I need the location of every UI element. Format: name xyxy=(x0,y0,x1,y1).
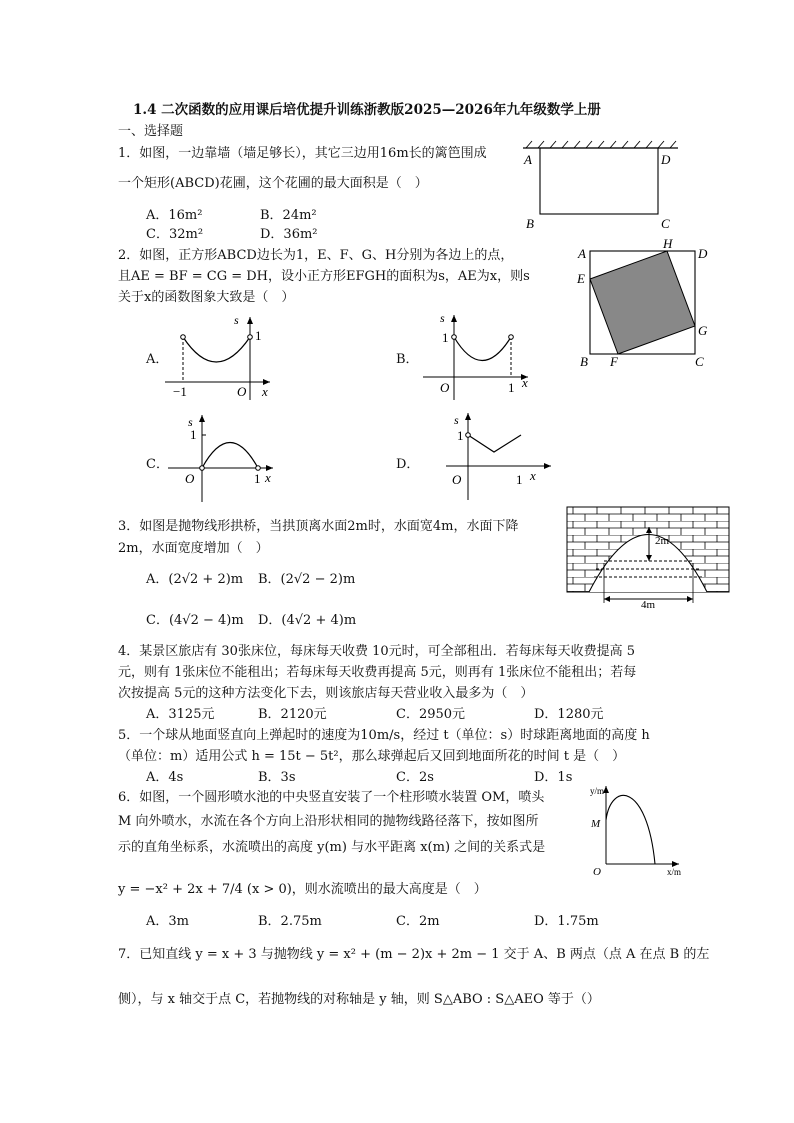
q2-graph-b xyxy=(418,312,533,402)
q3-option-d[interactable]: D．(4√2 + 4)m xyxy=(258,613,357,628)
svg-text:O: O xyxy=(452,472,462,487)
q2-option-d[interactable]: D． xyxy=(396,457,420,472)
svg-text:x: x xyxy=(262,384,268,399)
q5-option-c[interactable]: C．2s xyxy=(396,770,434,785)
q5-option-b[interactable]: B．3s xyxy=(258,770,296,785)
q2-stem-line3: 关于x的函数图象大致是（ ） xyxy=(118,290,295,305)
q3-fig-height-label: 2m xyxy=(655,535,670,547)
svg-text:s: s xyxy=(234,313,239,327)
q1-fig-label-d: D xyxy=(661,152,671,167)
q4-stem-line3: 次按提高 5元的这种方法变化下去，则该旅店每天营业收入最多为（ ） xyxy=(118,686,534,701)
q1-option-c[interactable]: C．32m² xyxy=(146,227,204,242)
svg-text:O: O xyxy=(185,471,195,486)
q6-fountain-figure xyxy=(587,782,692,878)
q6-stem-line4: y = −x² + 2x + 7/4 (x > 0)，则水流喷出的最大高度是（ ） xyxy=(118,882,487,897)
q3-fig-width-label: 4m xyxy=(641,599,656,611)
q6-option-c[interactable]: C．2m xyxy=(396,914,440,929)
q7-stem-line2: 侧），与 x 轴交于点 C，若抛物线的对称轴是 y 轴，则 S△ABO : S△AEO 等于（） xyxy=(118,992,600,1007)
svg-text:x: x xyxy=(522,375,528,390)
q4-option-b[interactable]: B．2120元 xyxy=(258,707,327,722)
q5-stem-line2: （单位：m）适用公式 h = 15t − 5t²，那么球弹起后又回到地面所花的时间 t 是（ ） xyxy=(118,749,626,764)
q2-option-a[interactable]: A． xyxy=(146,352,169,367)
q1-fig-label-a: A xyxy=(524,152,532,167)
q2-fig-label-d: D xyxy=(698,246,708,261)
q2-fig-label-g: G xyxy=(698,323,708,338)
q2-option-b[interactable]: B． xyxy=(396,352,419,367)
q6-stem-line1: 6．如图，一个圆形喷水池的中央竖直安装了一个柱形喷水装置 OM，喷头 xyxy=(118,790,545,805)
q7-stem-line1: 7．已知直线 y = x + 3 与抛物线 y = x² + (m − 2)x + 2m − 1 交于 A、B 两点（点 A 在点 B 的左 xyxy=(118,947,710,962)
q6-option-a[interactable]: A．3m xyxy=(146,914,189,929)
q6-option-b[interactable]: B．2.75m xyxy=(258,914,322,929)
q5-option-d[interactable]: D．1s xyxy=(534,770,573,785)
q4-option-c[interactable]: C．2950元 xyxy=(396,707,466,722)
svg-text:1: 1 xyxy=(254,471,261,486)
q2-fig-label-b: B xyxy=(580,354,588,369)
q2-fig-label-h: H xyxy=(663,236,673,251)
q5-option-a[interactable]: A．4s xyxy=(146,770,184,785)
q1-rectangle-figure xyxy=(518,140,688,235)
q2-graph-c xyxy=(168,412,278,502)
q6-stem-line2: M 向外喷水，水流在各个方向上沿形状相同的抛物线路径落下，按如图所 xyxy=(118,814,539,829)
q4-option-a[interactable]: A．3125元 xyxy=(146,707,215,722)
q2-fig-label-a: A xyxy=(578,246,586,261)
section-heading: 一、选择题 xyxy=(118,124,184,139)
q2-stem-line2: 且AE = BF = CG = DH，设小正方形EFGH的面积为s，AE为x，则s xyxy=(118,269,530,284)
q1-fig-label-b: B xyxy=(526,216,534,231)
q2-fig-label-e: E xyxy=(577,271,585,286)
q1-stem-line2: 一个矩形(ABCD)花圃，这个花圃的最大面积是（ ） xyxy=(118,176,428,191)
q3-option-b[interactable]: B．(2√2 − 2)m xyxy=(258,572,356,587)
q3-option-c[interactable]: C．(4√2 − 4)m xyxy=(146,613,244,628)
q1-option-a[interactable]: A．16m² xyxy=(146,208,203,223)
q3-arch-bridge-figure xyxy=(567,507,729,610)
q2-graph-d xyxy=(446,410,556,500)
q6-option-d[interactable]: D．1.75m xyxy=(534,914,599,929)
svg-text:1: 1 xyxy=(255,328,262,343)
q4-option-d[interactable]: D．1280元 xyxy=(534,707,604,722)
q4-stem-line2: 元，则有 1张床位不能租出；若每床每天收费再提高 5元，则再有 1张床位不能租出；若每 xyxy=(118,665,637,680)
q6-fig-label-o: O xyxy=(593,866,601,878)
q4-stem-line1: 4．某景区旅店有 30张床位，每床每天收费 10元时，可全部租出．若每床每天收费提高 5 xyxy=(118,644,636,659)
q2-fig-label-c: C xyxy=(695,354,704,369)
svg-text:x: x xyxy=(265,470,271,485)
q2-square-figure xyxy=(575,236,715,371)
q6-fig-y-axis-label: y/m xyxy=(590,786,605,796)
svg-text:x: x xyxy=(530,468,536,483)
svg-text:−1: −1 xyxy=(173,384,187,399)
svg-text:1: 1 xyxy=(442,330,449,345)
q6-fig-x-axis-label: x/m xyxy=(667,867,682,877)
svg-text:s: s xyxy=(188,415,193,429)
q3-option-a[interactable]: A．(2√2 + 2)m xyxy=(146,572,244,587)
svg-text:1: 1 xyxy=(508,380,515,395)
svg-text:s: s xyxy=(454,413,459,427)
q5-stem-line1: 5．一个球从地面竖直向上弹起时的速度为10m/s，经过 t（单位：s）时球距离地面的高度 h xyxy=(118,728,650,743)
q6-fig-label-m: M xyxy=(591,818,601,830)
svg-text:1: 1 xyxy=(457,428,464,443)
q3-stem-line1: 3．如图是抛物线形拱桥，当拱顶离水面2m时，水面宽4m，水面下降 xyxy=(118,519,519,534)
svg-text:s: s xyxy=(440,311,445,325)
svg-text:O: O xyxy=(237,384,247,399)
svg-text:1: 1 xyxy=(190,427,197,442)
q2-graph-a xyxy=(165,312,280,402)
svg-text:1: 1 xyxy=(516,472,523,487)
q2-fig-label-f: F xyxy=(610,354,618,369)
page-title: 1.4 二次函数的应用课后培优提升训练浙教版2025—2026年九年级数学上册 xyxy=(133,102,601,118)
q2-stem-line1: 2．如图，正方形ABCD边长为1，E、F、G、H分别为各边上的点， xyxy=(118,248,514,263)
q1-option-b[interactable]: B．24m² xyxy=(260,208,317,223)
q6-stem-line3: 示的直角坐标系，水流喷出的高度 y(m) 与水平距离 x(m) 之间的关系式是 xyxy=(118,840,546,855)
q3-stem-line2: 2m，水面宽度增加（ ） xyxy=(118,541,269,556)
q1-fig-label-c: C xyxy=(661,216,670,231)
svg-text:O: O xyxy=(440,380,450,395)
q1-option-d[interactable]: D．36m² xyxy=(260,227,318,242)
q2-option-c[interactable]: C． xyxy=(146,457,169,472)
q1-stem-line1: 1．如图，一边靠墙（墙足够长），其它三边用16m长的篱笆围成 xyxy=(118,146,487,161)
